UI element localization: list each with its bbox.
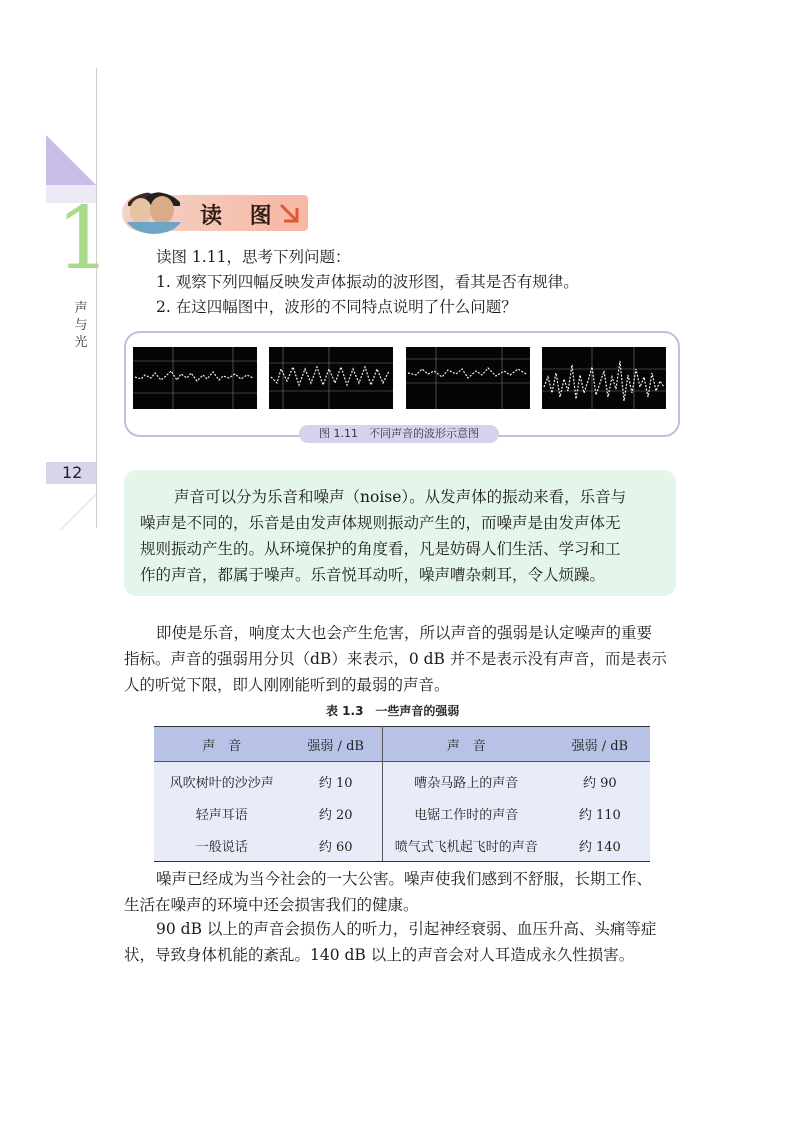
paragraph-line: 人的听觉下限，即人刚刚能听到的最弱的声音。 <box>124 676 450 694</box>
table-row <box>154 762 650 798</box>
note-line: 规则振动产生的。从环境保护的角度看，凡是妨碍人们生活、学习和工 <box>140 540 621 558</box>
paragraph-line: 生活在噪声的环境中还会损害我们的健康。 <box>124 896 419 914</box>
question-2: 2. 在这四幅图中，波形的不同特点说明了什么问题？ <box>156 298 517 316</box>
table-cell: 轻声耳语 <box>154 797 290 829</box>
header-sound: 声 音 <box>382 727 549 762</box>
chapter-number: 1 <box>56 189 111 289</box>
paragraph-line: 指标。声音的强弱用分贝（dB）来表示，0 dB 并不是表示没有声音，而是表示 <box>124 650 667 668</box>
waveform-2 <box>269 347 393 409</box>
table-cell: 嘈杂马路上的声音 <box>382 762 549 798</box>
table-cell: 约 90 <box>550 762 650 798</box>
students-photo <box>124 192 184 234</box>
waveform-4 <box>542 347 666 409</box>
sound-intensity-table <box>154 726 650 862</box>
header-intensity: 强弱 / dB <box>290 727 383 762</box>
page-number: 12 <box>62 463 83 482</box>
table-cell: 风吹树叶的沙沙声 <box>154 762 290 798</box>
table-row <box>154 797 650 829</box>
paragraph-noise-hazard <box>124 866 676 918</box>
table-cell: 约 10 <box>290 762 383 798</box>
intro-line: 读图 1.11，思考下列问题： <box>156 248 351 266</box>
header-intensity: 强弱 / dB <box>550 727 650 762</box>
chapter-tab-corner <box>46 135 96 185</box>
paragraph-loudness <box>124 620 676 698</box>
paragraph-line: 90 dB 以上的声音会损伤人的听力，引起神经衰弱、血压升高、头痛等症 <box>156 920 657 938</box>
note-line: 声音可以分为乐音和噪声（noise）。从发声体的振动来看，乐音与 <box>174 488 627 506</box>
waveform-3 <box>406 347 530 409</box>
table-cell: 喷气式飞机起飞时的声音 <box>382 829 549 862</box>
table-cell: 约 60 <box>290 829 383 862</box>
read-figure-title: 读 图 <box>200 204 282 229</box>
table-header-row <box>154 727 650 762</box>
table-cell: 约 110 <box>550 797 650 829</box>
arrow-down-right-icon <box>276 200 302 226</box>
paragraph-line: 即使是乐音，响度太大也会产生危害，所以声音的强弱是认定噪声的重要 <box>156 624 653 642</box>
paragraph-line: 状，导致身体机能的紊乱。140 dB 以上的声音会对人耳造成永久性损害。 <box>124 946 635 964</box>
question-1: 1. 观察下列四幅反映发声体振动的波形图，看其是否有规律。 <box>156 273 579 291</box>
table-cell: 约 140 <box>550 829 650 862</box>
waveform-1 <box>133 347 257 409</box>
note-line: 作的声音，都属于噪声。乐音悦耳动听，噪声嘈杂刺耳，令人烦躁。 <box>140 566 606 584</box>
header-sound: 声 音 <box>154 727 290 762</box>
table-cell: 约 20 <box>290 797 383 829</box>
page-corner-decoration <box>46 486 96 530</box>
paragraph-line: 噪声已经成为当今社会的一大公害。噪声使我们感到不舒服，长期工作、 <box>156 870 653 888</box>
margin-line <box>96 68 97 528</box>
figure-caption: 图 1.11 不同声音的波形示意图 <box>299 425 499 443</box>
table-cell: 一般说话 <box>154 829 290 862</box>
paragraph-hearing-damage <box>124 916 676 968</box>
table-title: 表 1.3 一些声音的强弱 <box>326 704 460 718</box>
definition-text <box>140 484 666 588</box>
table-cell: 电锯工作时的声音 <box>382 797 549 829</box>
table-row <box>154 829 650 862</box>
read-figure-questions <box>156 245 579 320</box>
chapter-name: 声与光 <box>74 301 88 350</box>
note-line: 噪声是不同的，乐音是由发声体规则振动产生的，而噪声是由发声体无 <box>140 514 621 532</box>
